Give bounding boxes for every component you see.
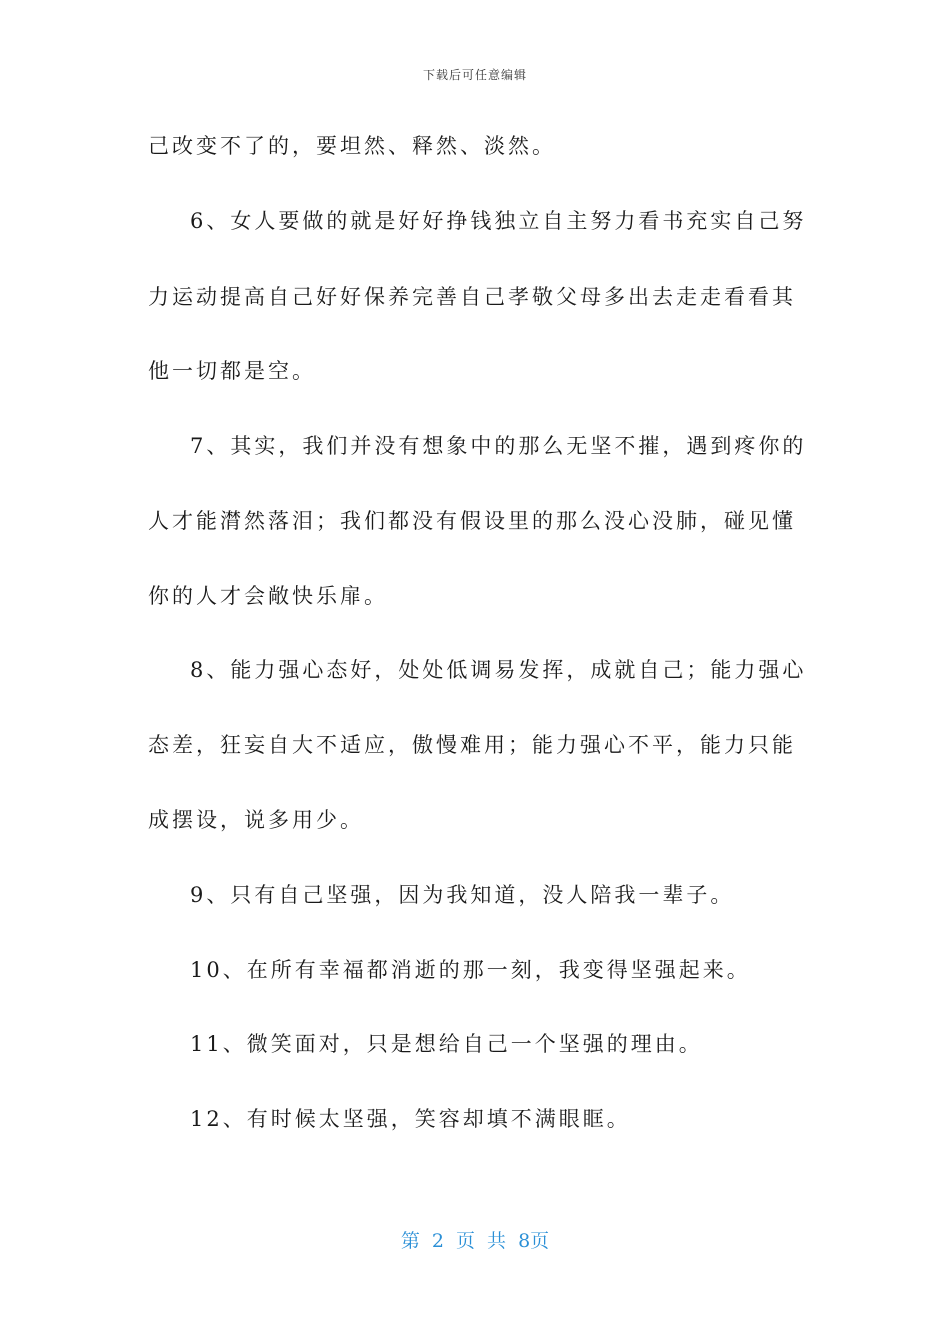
text-line: 态差，狂妄自大不适应，傲慢难用；能力强心不平，能力只能 — [148, 733, 796, 757]
text-line: 7、其实，我们并没有想象中的那么无坚不摧，遇到疼你的 — [190, 434, 807, 458]
text-line: 己改变不了的，要坦然、释然、淡然。 — [148, 134, 556, 158]
page-number: 第 2 页 共 8页 — [400, 1230, 550, 1252]
text-line: 12、有时候太坚强，笑容却填不满眼眶。 — [190, 1107, 631, 1131]
text-line: 人才能潸然落泪；我们都没有假设里的那么没心没肺，碰见懂 — [148, 509, 796, 533]
text-line: 8、能力强心态好，处处低调易发挥，成就自己；能力强心 — [190, 658, 807, 682]
text-line: 他一切都是空。 — [148, 359, 316, 383]
text-line: 力运动提高自己好好保养完善自己孝敬父母多出去走走看看其 — [148, 285, 796, 309]
text-line: 10、在所有幸福都消逝的那一刻，我变得坚强起来。 — [190, 958, 751, 982]
text-line: 11、微笑面对，只是想给自己一个坚强的理由。 — [190, 1032, 703, 1056]
text-line: 成摆设，说多用少。 — [148, 808, 364, 832]
text-line: 你的人才会敞快乐扉。 — [148, 584, 388, 608]
page-header: 下载后可任意编辑 — [422, 68, 527, 82]
text-line: 6、女人要做的就是好好挣钱独立自主努力看书充实自己努 — [190, 209, 807, 233]
text-line: 9、只有自己坚强，因为我知道，没人陪我一辈子。 — [190, 883, 735, 907]
